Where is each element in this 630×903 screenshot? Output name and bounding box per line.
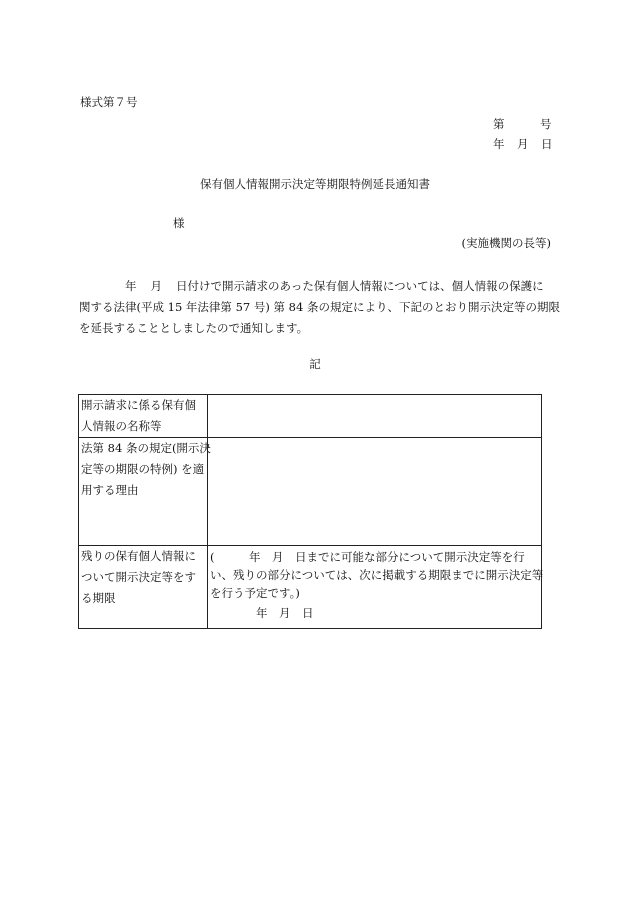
date-day: 日 xyxy=(541,137,553,151)
body-line-1 xyxy=(79,276,553,297)
table-row xyxy=(79,438,542,546)
ki-heading: 記 xyxy=(309,357,321,371)
document-title: 保有個人情報開示決定等期限特例延長通知書 xyxy=(200,177,430,191)
row3-value-line: を行う予定です。) xyxy=(210,586,300,600)
date-month: 月 xyxy=(517,137,529,151)
body-year: 年 xyxy=(125,279,137,293)
body-line-2: 関する法律(平成 15 年法律第 57 号) 第 84 条の規定により、下記のとおり開示決定等の期限 xyxy=(79,300,560,314)
table-row xyxy=(79,395,542,438)
doc-number-dai: 第 xyxy=(493,117,505,131)
body-line-1-rest: 日付けで開示請求のあった保有個人情報については、個人情報の保護に xyxy=(176,279,544,293)
body-month: 月 xyxy=(150,279,162,293)
addressee-suffix: 様 xyxy=(173,216,185,230)
row3-value-line: ( 年 月 日までに可能な部分について開示決定等を行 xyxy=(210,550,525,564)
row2-header-line: 定等の期限の特例) を適 xyxy=(81,462,205,476)
row3-header xyxy=(79,546,208,629)
row3-header-line: 残りの保有個人情報に xyxy=(81,549,196,563)
row1-header-line: 開示請求に係る保有個 xyxy=(81,398,196,412)
row3-value-date: 年 月 日 xyxy=(256,606,314,620)
row2-header-line: 用する理由 xyxy=(81,483,139,497)
row3-header-line: る期限 xyxy=(81,591,116,605)
doc-number-go: 号 xyxy=(540,117,552,131)
sender-label: (実施機関の長等) xyxy=(461,236,551,250)
row1-header-line: 人情報の名称等 xyxy=(81,419,162,433)
form-number: 様式第７号 xyxy=(80,95,138,109)
row1-header xyxy=(79,395,208,438)
row3-header-line: ついて開示決定等をす xyxy=(81,570,196,584)
date-year: 年 xyxy=(493,137,505,151)
row2-header xyxy=(79,438,211,546)
body-line-3: を延長することとしましたので通知します。 xyxy=(79,321,309,335)
row3-value-line: い、残りの部分については、次に掲載する期限までに開示決定等 xyxy=(210,568,544,582)
table-row xyxy=(79,546,542,629)
body-text xyxy=(79,276,560,339)
detail-table xyxy=(78,394,542,629)
row2-value xyxy=(208,438,542,546)
row3-value xyxy=(208,546,542,629)
row1-value xyxy=(208,395,542,438)
row2-header-line: 法第 84 条の規定(開示決 xyxy=(81,441,211,455)
